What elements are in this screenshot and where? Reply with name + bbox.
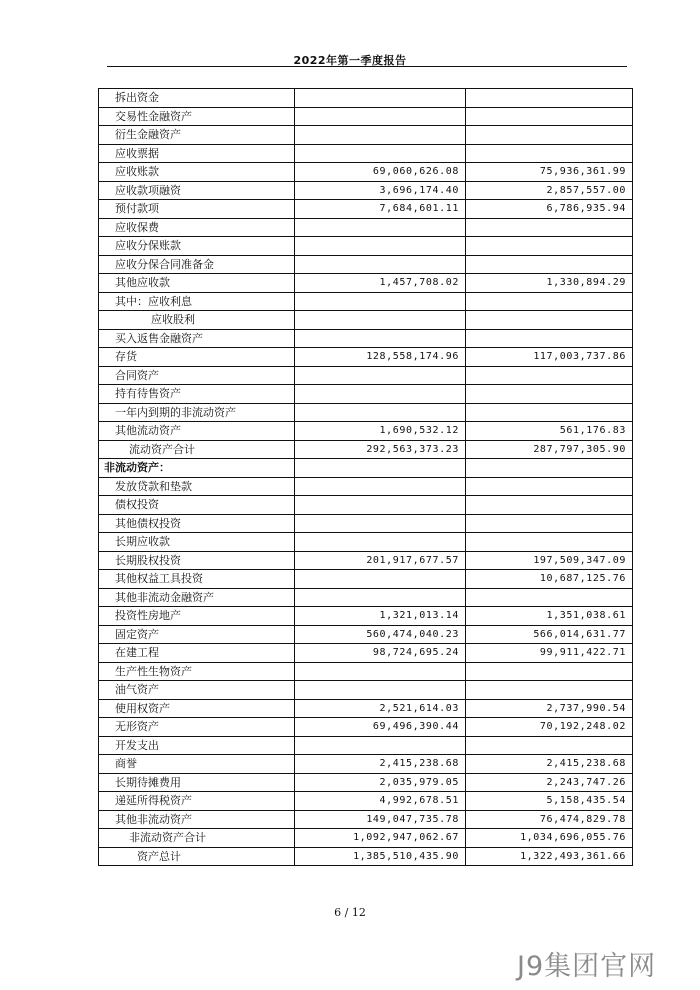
row-label: 商誉 xyxy=(99,755,295,774)
row-label: 应收账款 xyxy=(99,163,295,182)
prior-period-value: 1,034,696,055.76 xyxy=(466,829,633,848)
row-label: 衍生金融资产 xyxy=(99,126,295,145)
period-end-value xyxy=(295,459,466,478)
prior-period-value xyxy=(466,144,633,163)
prior-period-value: 6,786,935.94 xyxy=(466,200,633,219)
table-row xyxy=(99,810,633,829)
report-title: 2022年第一季度报告 xyxy=(293,54,407,67)
prior-period-value: 2,415,238.68 xyxy=(466,755,633,774)
period-end-value xyxy=(295,366,466,385)
period-end-value xyxy=(295,477,466,496)
period-end-value: 2,035,979.05 xyxy=(295,773,466,792)
row-label: 生产性生物资产 xyxy=(99,662,295,681)
prior-period-value: 287,797,305.90 xyxy=(466,440,633,459)
row-label: 应收分保合同准备金 xyxy=(99,255,295,274)
row-label: 开发支出 xyxy=(99,736,295,755)
row-label: 非流动资产合计 xyxy=(99,829,295,848)
table-row xyxy=(99,255,633,274)
row-label: 长期应收款 xyxy=(99,533,295,552)
row-label: 长期待摊费用 xyxy=(99,773,295,792)
period-end-value xyxy=(295,736,466,755)
row-label: 一年内到期的非流动资产 xyxy=(99,403,295,422)
prior-period-value: 75,936,361.99 xyxy=(466,163,633,182)
table-row xyxy=(99,163,633,182)
period-end-value: 560,474,040.23 xyxy=(295,625,466,644)
period-end-value xyxy=(295,533,466,552)
row-label: 在建工程 xyxy=(99,644,295,663)
period-end-value: 2,415,238.68 xyxy=(295,755,466,774)
table-row xyxy=(99,514,633,533)
table-row xyxy=(99,681,633,700)
period-end-value: 69,060,626.08 xyxy=(295,163,466,182)
prior-period-value xyxy=(466,459,633,478)
period-end-value: 7,684,601.11 xyxy=(295,200,466,219)
row-label: 资产总计 xyxy=(99,847,295,866)
prior-period-value xyxy=(466,292,633,311)
table-row xyxy=(99,755,633,774)
row-label: 无形资产 xyxy=(99,718,295,737)
row-label: 长期股权投资 xyxy=(99,551,295,570)
table-row xyxy=(99,736,633,755)
table-row xyxy=(99,126,633,145)
prior-period-value xyxy=(466,588,633,607)
prior-period-value xyxy=(466,366,633,385)
prior-period-value xyxy=(466,681,633,700)
prior-period-value: 1,351,038.61 xyxy=(466,607,633,626)
period-end-value xyxy=(295,588,466,607)
prior-period-value xyxy=(466,514,633,533)
row-label: 其他非流动金融资产 xyxy=(99,588,295,607)
prior-period-value xyxy=(466,477,633,496)
prior-period-value xyxy=(466,329,633,348)
row-label: 其他流动资产 xyxy=(99,422,295,441)
table-row xyxy=(99,422,633,441)
prior-period-value xyxy=(466,662,633,681)
prior-period-value xyxy=(466,496,633,515)
table-row xyxy=(99,329,633,348)
table-row xyxy=(99,533,633,552)
row-label: 其他权益工具投资 xyxy=(99,570,295,589)
period-end-value xyxy=(295,570,466,589)
row-label: 预付款项 xyxy=(99,200,295,219)
table-row xyxy=(99,403,633,422)
prior-period-value: 2,857,557.00 xyxy=(466,181,633,200)
table-row xyxy=(99,200,633,219)
table-row xyxy=(99,773,633,792)
period-end-value: 1,690,532.12 xyxy=(295,422,466,441)
period-end-value xyxy=(295,329,466,348)
table-row xyxy=(99,218,633,237)
row-label: 流动资产合计 xyxy=(99,440,295,459)
prior-period-value: 70,192,248.02 xyxy=(466,718,633,737)
prior-period-value xyxy=(466,311,633,330)
table-row xyxy=(99,292,633,311)
watermark-logo-text: J9集团官网 xyxy=(517,951,657,982)
period-end-value xyxy=(295,496,466,515)
period-end-value xyxy=(295,311,466,330)
period-end-value: 3,696,174.40 xyxy=(295,181,466,200)
row-label: 其他非流动资产 xyxy=(99,810,295,829)
table-row xyxy=(99,181,633,200)
prior-period-value: 117,003,737.86 xyxy=(466,348,633,367)
period-end-value: 1,092,947,062.67 xyxy=(295,829,466,848)
period-end-value xyxy=(295,514,466,533)
table-row xyxy=(99,699,633,718)
table-row xyxy=(99,847,633,866)
row-label: 应收分保账款 xyxy=(99,237,295,256)
table-row xyxy=(99,440,633,459)
period-end-value xyxy=(295,255,466,274)
prior-period-value: 566,014,631.77 xyxy=(466,625,633,644)
prior-period-value: 5,158,435.54 xyxy=(466,792,633,811)
table-row xyxy=(99,625,633,644)
header-divider xyxy=(107,66,627,67)
row-label: 交易性金融资产 xyxy=(99,107,295,126)
prior-period-value: 10,687,125.76 xyxy=(466,570,633,589)
table-row xyxy=(99,348,633,367)
period-end-value xyxy=(295,681,466,700)
row-label: 合同资产 xyxy=(99,366,295,385)
prior-period-value xyxy=(466,385,633,404)
prior-period-value: 561,176.83 xyxy=(466,422,633,441)
table-row xyxy=(99,792,633,811)
period-end-value: 201,917,677.57 xyxy=(295,551,466,570)
table-row xyxy=(99,237,633,256)
prior-period-value xyxy=(466,237,633,256)
table-row xyxy=(99,588,633,607)
row-label: 应收款项融资 xyxy=(99,181,295,200)
row-label: 其他应收款 xyxy=(99,274,295,293)
period-end-value: 292,563,373.23 xyxy=(295,440,466,459)
balance-sheet-table xyxy=(98,88,633,866)
prior-period-value: 2,243,747.26 xyxy=(466,773,633,792)
prior-period-value: 197,509,347.09 xyxy=(466,551,633,570)
row-label: 固定资产 xyxy=(99,625,295,644)
period-end-value xyxy=(295,385,466,404)
table-row xyxy=(99,607,633,626)
table-row xyxy=(99,551,633,570)
prior-period-value xyxy=(466,89,633,108)
prior-period-value: 1,322,493,361.66 xyxy=(466,847,633,866)
table-row xyxy=(99,89,633,108)
table-row xyxy=(99,662,633,681)
table-row xyxy=(99,829,633,848)
row-label: 使用权资产 xyxy=(99,699,295,718)
row-label: 油气资产 xyxy=(99,681,295,700)
period-end-value xyxy=(295,126,466,145)
table-row xyxy=(99,366,633,385)
period-end-value xyxy=(295,292,466,311)
row-label: 其中：应收利息 xyxy=(99,292,295,311)
prior-period-value: 1,330,894.29 xyxy=(466,274,633,293)
period-end-value: 128,558,174.96 xyxy=(295,348,466,367)
period-end-value xyxy=(295,662,466,681)
balance-sheet-body xyxy=(99,89,633,866)
row-label: 持有待售资产 xyxy=(99,385,295,404)
period-end-value xyxy=(295,237,466,256)
period-end-value: 2,521,614.03 xyxy=(295,699,466,718)
period-end-value xyxy=(295,107,466,126)
period-end-value xyxy=(295,89,466,108)
row-label: 应收股利 xyxy=(99,311,295,330)
table-row xyxy=(99,107,633,126)
row-label: 应收票据 xyxy=(99,144,295,163)
row-label: 买入返售金融资产 xyxy=(99,329,295,348)
prior-period-value xyxy=(466,533,633,552)
table-row xyxy=(99,570,633,589)
page-number: 6 / 12 xyxy=(334,906,366,919)
prior-period-value xyxy=(466,403,633,422)
table-row xyxy=(99,718,633,737)
prior-period-value xyxy=(466,126,633,145)
prior-period-value xyxy=(466,736,633,755)
prior-period-value xyxy=(466,255,633,274)
period-end-value: 1,457,708.02 xyxy=(295,274,466,293)
table-row xyxy=(99,644,633,663)
prior-period-value xyxy=(466,107,633,126)
row-label: 应收保费 xyxy=(99,218,295,237)
period-end-value xyxy=(295,218,466,237)
period-end-value xyxy=(295,144,466,163)
row-label: 递延所得税资产 xyxy=(99,792,295,811)
table-row xyxy=(99,385,633,404)
table-row xyxy=(99,496,633,515)
row-label: 其他债权投资 xyxy=(99,514,295,533)
period-end-value xyxy=(295,403,466,422)
period-end-value: 69,496,390.44 xyxy=(295,718,466,737)
row-label: 存货 xyxy=(99,348,295,367)
row-label: 投资性房地产 xyxy=(99,607,295,626)
period-end-value: 149,047,735.78 xyxy=(295,810,466,829)
table-row xyxy=(99,144,633,163)
period-end-value: 1,385,510,435.90 xyxy=(295,847,466,866)
row-label: 非流动资产： xyxy=(99,459,295,478)
prior-period-value xyxy=(466,218,633,237)
table-row xyxy=(99,274,633,293)
row-label: 发放贷款和垫款 xyxy=(99,477,295,496)
period-end-value: 98,724,695.24 xyxy=(295,644,466,663)
prior-period-value: 99,911,422.71 xyxy=(466,644,633,663)
row-label: 债权投资 xyxy=(99,496,295,515)
prior-period-value: 76,474,829.78 xyxy=(466,810,633,829)
period-end-value: 4,992,678.51 xyxy=(295,792,466,811)
table-row xyxy=(99,459,633,478)
row-label: 拆出资金 xyxy=(99,89,295,108)
period-end-value: 1,321,013.14 xyxy=(295,607,466,626)
table-row xyxy=(99,311,633,330)
prior-period-value: 2,737,990.54 xyxy=(466,699,633,718)
table-row xyxy=(99,477,633,496)
